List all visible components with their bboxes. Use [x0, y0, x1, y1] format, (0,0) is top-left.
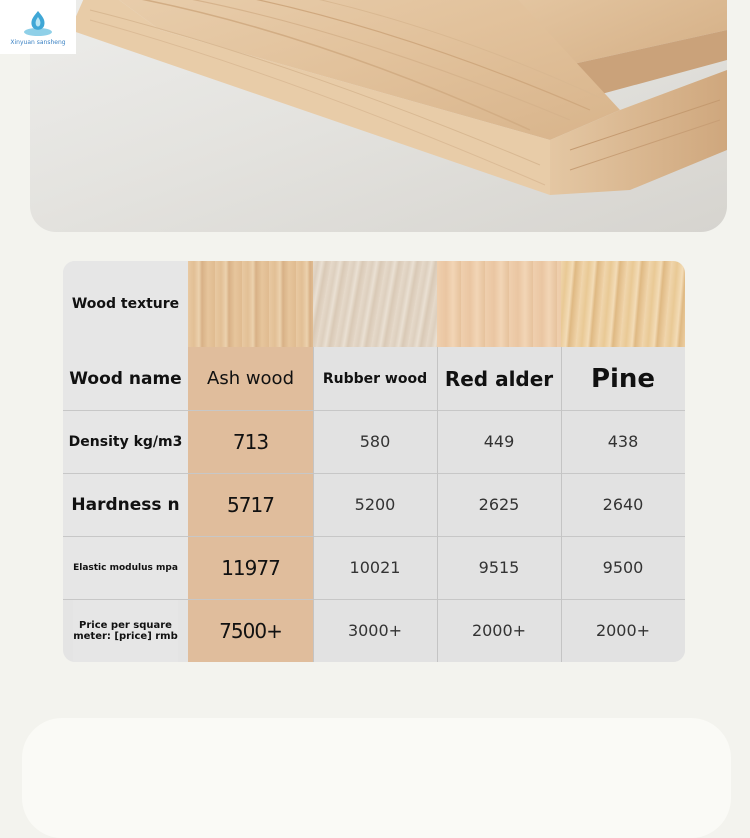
value-text: 3000+	[347, 621, 403, 640]
cell-hardness-red-alder	[437, 473, 561, 536]
texture-swatch-rubber	[313, 261, 437, 347]
cell-hardness-ash	[188, 473, 313, 536]
value-text: 449	[483, 432, 515, 451]
cell-elastic-ash	[188, 536, 313, 599]
row-label-text: Hardness n	[71, 494, 180, 515]
texture-swatch-red-alder	[437, 261, 561, 347]
column-divider	[313, 347, 314, 662]
row-label-text: Price per square meter: [price] rmb	[73, 619, 178, 642]
cell-density-rubber	[313, 410, 437, 473]
cell-price-pine	[561, 599, 685, 662]
value-text: 10021	[349, 558, 401, 577]
cell-hardness-pine	[561, 473, 685, 536]
row-label-hardness	[63, 473, 188, 536]
column-divider	[437, 347, 438, 662]
row-divider	[63, 536, 685, 537]
cell-price-ash	[188, 599, 313, 662]
row-divider	[63, 473, 685, 474]
wood-name-text: Red alder	[444, 366, 554, 391]
value-text: 580	[359, 432, 391, 451]
value-text: 5200	[354, 495, 396, 514]
value-text: 2000+	[595, 621, 651, 640]
cell-hardness-rubber	[313, 473, 437, 536]
value-text: 7500+	[219, 618, 282, 643]
next-section-card	[22, 718, 731, 838]
value-text: 5717	[227, 492, 274, 517]
row-label-elastic-modulus	[63, 536, 188, 599]
value-text: 438	[607, 432, 639, 451]
value-text: 2000+	[471, 621, 527, 640]
value-text: 11977	[221, 555, 280, 580]
wood-board-illustration	[30, 0, 727, 232]
brand-emblem-icon	[21, 8, 55, 38]
brand-logo-text: Xinyuan sansheng	[10, 39, 66, 46]
row-label-price	[73, 599, 178, 662]
cell-density-ash	[188, 410, 313, 473]
cell-price-rubber	[313, 599, 437, 662]
brand-logo[interactable]	[0, 0, 76, 54]
value-text: 2625	[478, 495, 520, 514]
wood-comparison-table	[63, 261, 685, 662]
cell-name-rubber	[313, 347, 437, 410]
cell-density-pine	[561, 410, 685, 473]
wood-board-photo	[30, 0, 727, 232]
cell-name-red-alder	[437, 347, 561, 410]
texture-swatch-ash	[188, 261, 313, 347]
cell-price-red-alder	[437, 599, 561, 662]
wood-name-text: Ash wood	[207, 368, 294, 389]
row-label-text: Elastic modulus mpa	[73, 562, 178, 573]
texture-swatch-pine	[561, 261, 685, 347]
column-divider	[561, 347, 562, 662]
row-divider	[63, 410, 685, 411]
cell-name-pine	[561, 347, 685, 410]
cell-elastic-rubber	[313, 536, 437, 599]
wood-name-text: Rubber wood	[322, 370, 428, 387]
wood-name-text: Pine	[590, 363, 656, 394]
row-label-wood-texture	[63, 261, 188, 347]
value-text: 9500	[602, 558, 644, 577]
row-divider	[63, 599, 685, 600]
value-text: 713	[232, 429, 269, 454]
cell-elastic-red-alder	[437, 536, 561, 599]
cell-density-red-alder	[437, 410, 561, 473]
row-label-density	[63, 410, 188, 473]
row-label-text: Wood texture	[71, 296, 180, 312]
value-text: 9515	[478, 558, 520, 577]
row-label-wood-name	[63, 347, 188, 410]
row-label-text: Wood name	[69, 368, 182, 389]
cell-name-ash	[188, 347, 313, 410]
value-text: 2640	[602, 495, 644, 514]
cell-elastic-pine	[561, 536, 685, 599]
row-label-text: Density kg/m3	[68, 433, 183, 450]
